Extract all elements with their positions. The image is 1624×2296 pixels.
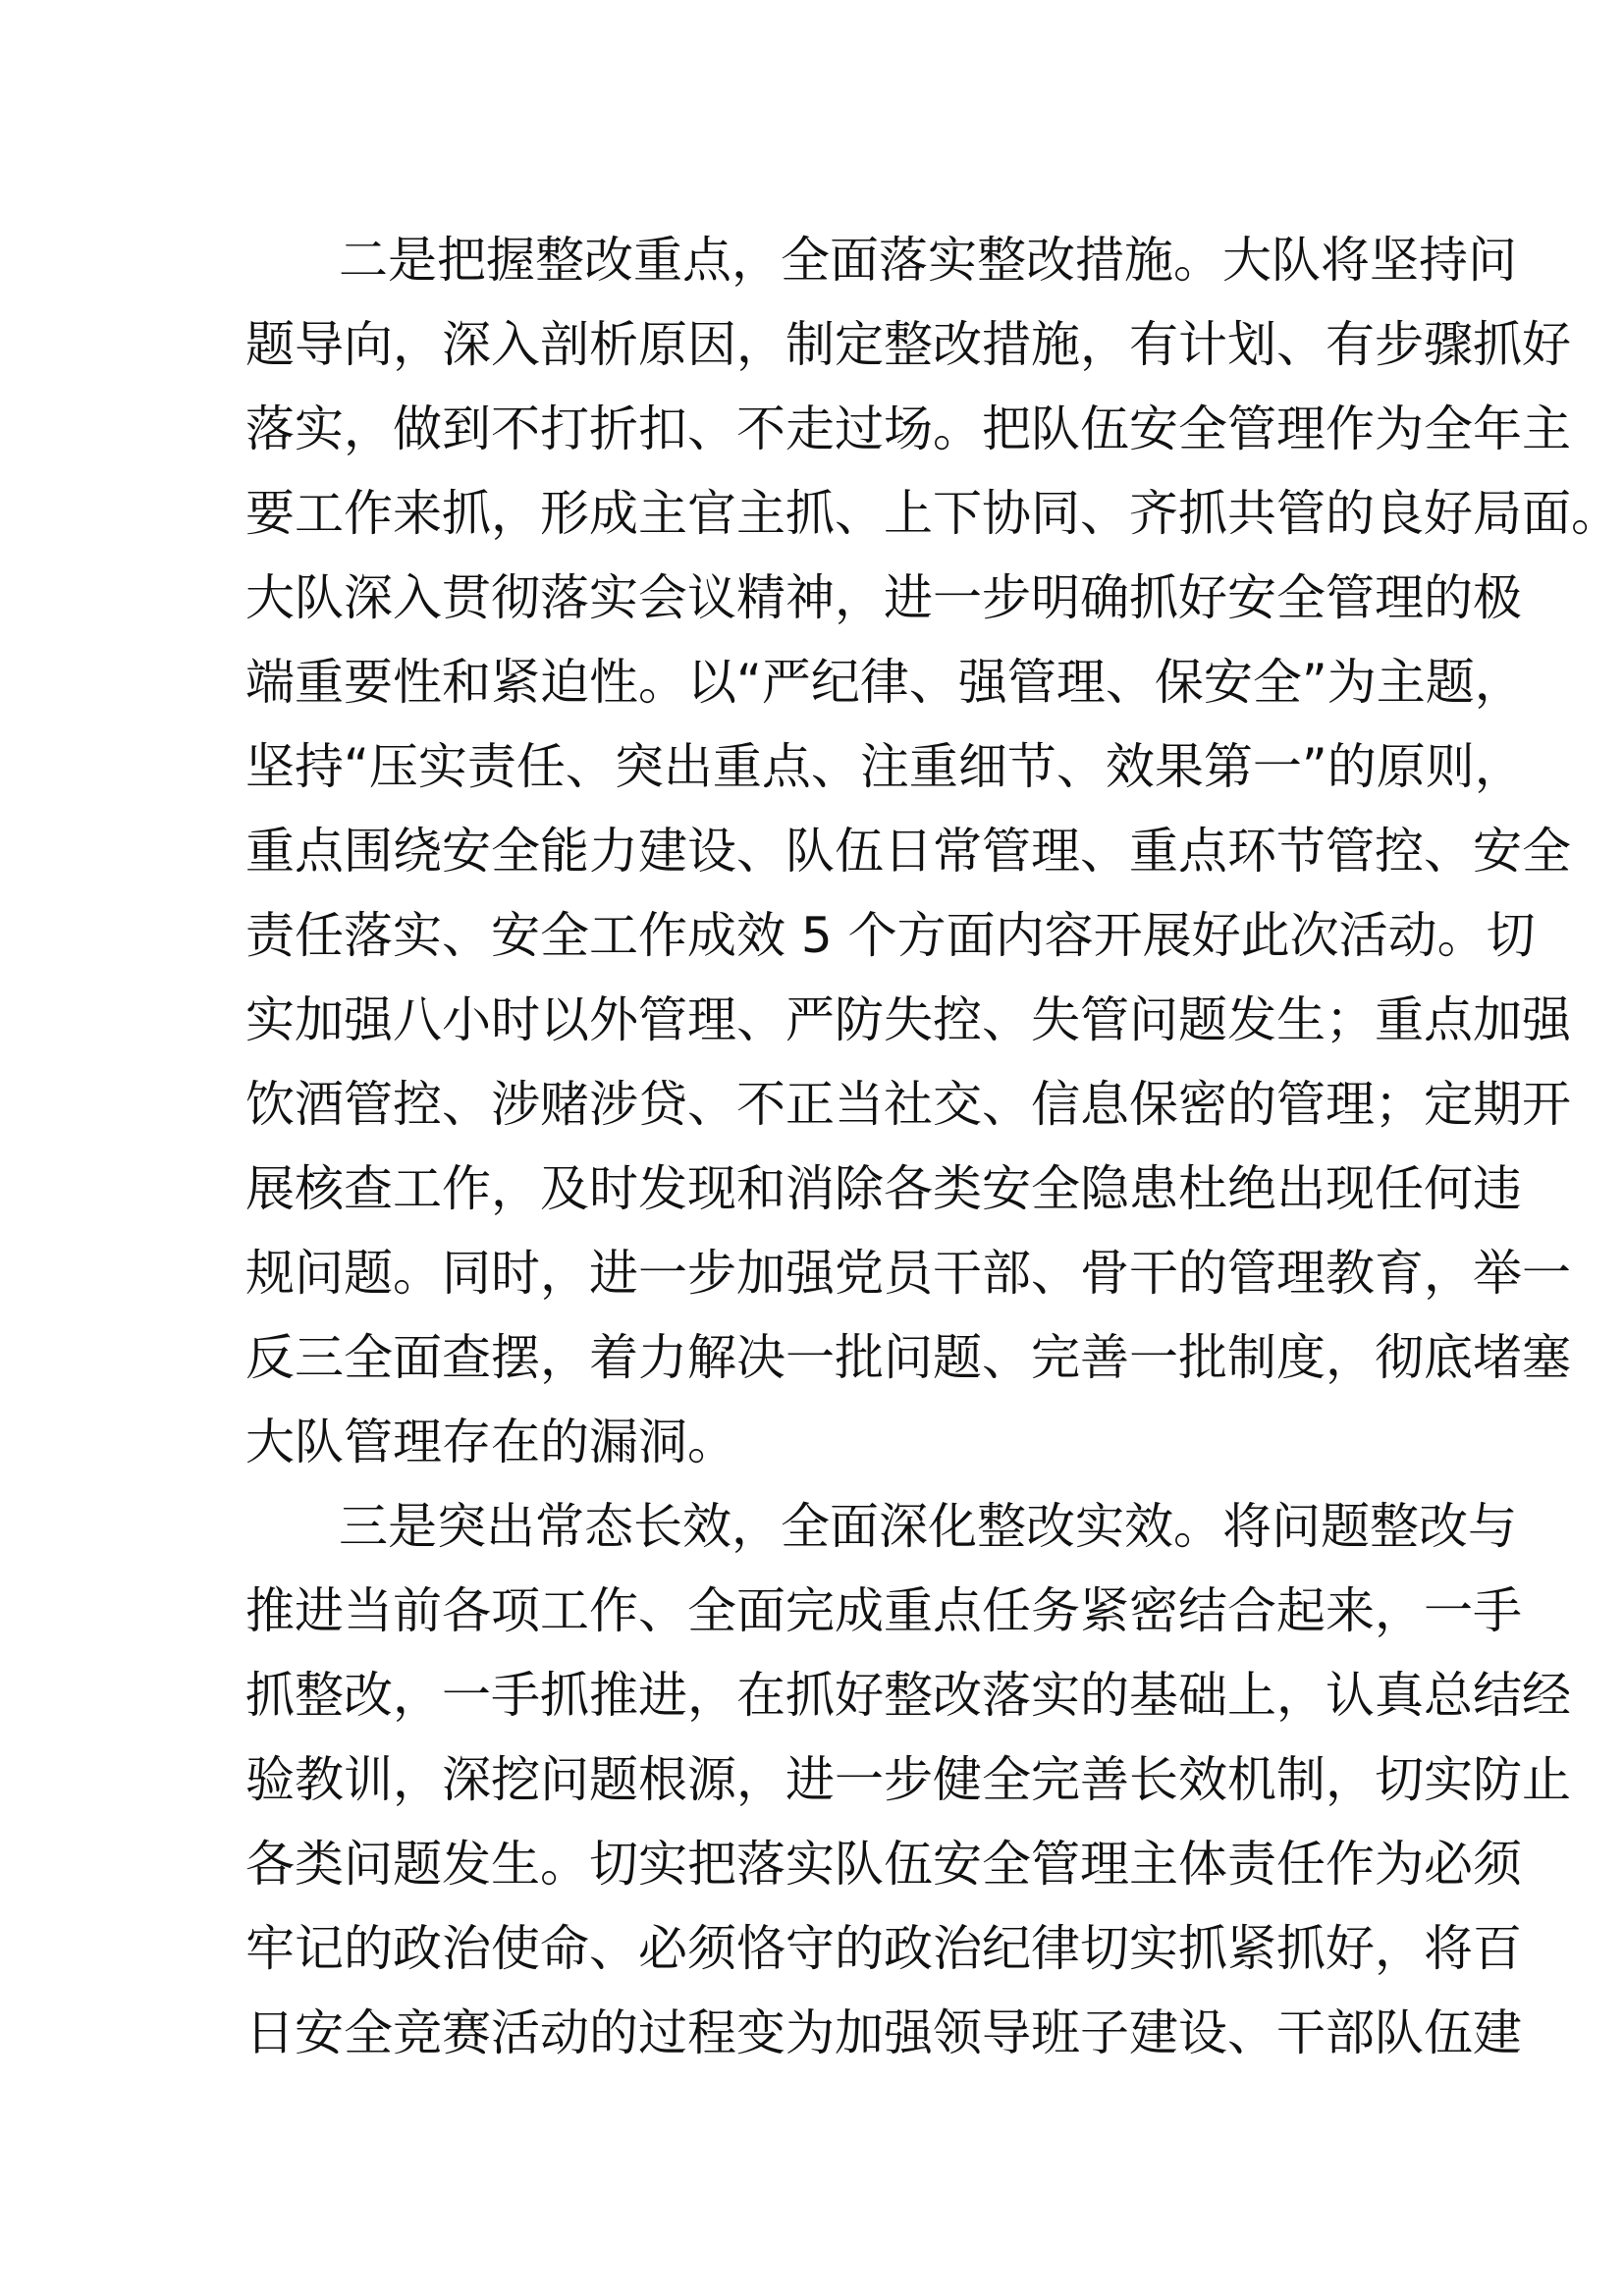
paragraph-rectification-focus [245,218,1620,1484]
text-line: 反三全面查摆，着力解决一批问题、完善一批制度，彻底堵塞 [245,1329,1571,1386]
text-line: 实加强八小时以外管理、严防失控、失管问题发生；重点加强 [245,991,1571,1048]
text-line: 题导向，深入剖析原因，制定整改措施，有计划、有步骤抓好 [245,316,1571,373]
text-line: 要工作来抓，形成主官主抓、上下协同、齐抓共管的良好局面。 [245,485,1620,542]
text-line: 推进当前各项工作、全面完成重点任务紧密结合起来，一手 [245,1582,1522,1639]
text-line: 三是突出常态长效，全面深化整改实效。将问题整改与 [339,1498,1517,1555]
paragraph-normalized-effectiveness [245,1484,1571,2075]
text-line: 责任落实、安全工作成效 5 个方面内容开展好此次活动。切 [245,907,1536,964]
text-line: 坚持“压实责任、突出重点、注重细节、效果第一”的原则， [245,738,1524,795]
text-line: 规问题。同时，进一步加强党员干部、骨干的管理教育，举一 [245,1245,1571,1302]
document-body [245,218,1620,2075]
text-line: 抓整改，一手抓推进，在抓好整改落实的基础上，认真总结经 [245,1667,1571,1724]
text-line: 各类问题发生。切实把落实队伍安全管理主体责任作为必须 [245,1836,1522,1893]
text-line: 重点围绕安全能力建设、队伍日常管理、重点环节管控、安全 [245,823,1571,880]
text-line: 饮酒管控、涉赌涉贷、不正当社交、信息保密的管理；定期开 [245,1076,1571,1133]
text-line: 大队深入贯彻落实会议精神，进一步明确抓好安全管理的极 [245,569,1522,626]
text-line: 落实，做到不打折扣、不走过场。把队伍安全管理作为全年主 [245,400,1571,457]
text-line: 大队管理存在的漏洞。 [245,1414,736,1470]
text-line: 牢记的政治使命、必须恪守的政治纪律切实抓紧抓好，将百 [245,1920,1522,1977]
text-line: 展核查工作，及时发现和消除各类安全隐患杜绝出现任何违 [245,1160,1522,1217]
text-line: 验教训，深挖问题根源，进一步健全完善长效机制，切实防止 [245,1751,1571,1808]
text-line: 端重要性和紧迫性。以“严纪律、强管理、保安全”为主题， [245,654,1524,711]
text-line: 日安全竞赛活动的过程变为加强领导班子建设、干部队伍建 [245,2004,1522,2061]
text-line: 二是把握整改重点，全面落实整改措施。大队将坚持问 [339,232,1517,289]
